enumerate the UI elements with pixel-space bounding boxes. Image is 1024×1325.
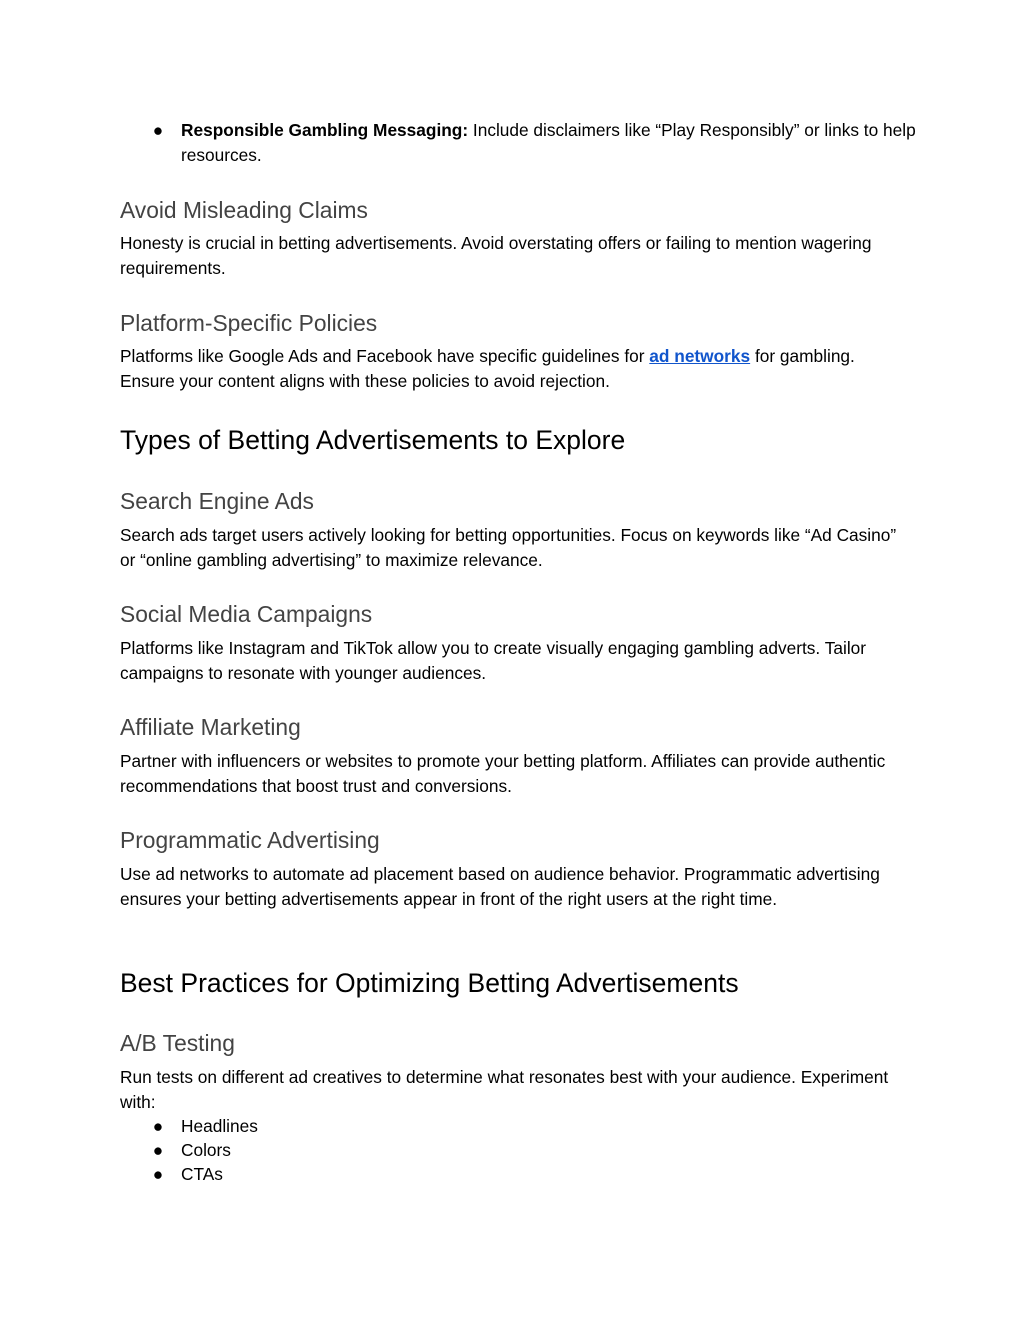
section-misleading-claims-body [120,231,910,280]
heading-misleading-claims: Avoid Misleading Claims [120,197,368,223]
section-platform-policies [120,309,910,337]
heading-social-media: Social Media Campaigns [120,601,373,627]
bullet-body: Include disclaimers like “Play Responsibly” or links to help resources. [181,120,916,165]
paragraph-platform-policies [120,344,910,393]
list-item-text: Headlines [181,1116,258,1136]
heading-types-of-betting-ads: Types of Betting Advertisements to Explore [120,425,626,455]
bullet-text [181,118,921,167]
section-search-engine-ads-body [120,523,910,572]
bullet-icon: ● [152,1140,164,1160]
bullet-label: Responsible Gambling Messaging: [181,120,469,140]
section-search-engine-ads [120,487,910,515]
section-social-media [120,600,910,628]
heading-best-practices: Best Practices for Optimizing Betting Advertisements [120,968,739,998]
bullet-icon: ● [152,1116,164,1136]
heading-search-engine-ads: Search Engine Ads [120,488,314,514]
section-social-media-body [120,636,910,685]
paragraph-social-media: Platforms like Instagram and TikTok allow you to create visually engaging gambling adverts. Tailor campaigns to resonate with younger audiences. [120,638,867,683]
bullet-icon: ● [152,1164,164,1184]
list-item-text: Colors [181,1140,231,1160]
heading-programmatic-advertising: Programmatic Advertising [120,827,380,853]
platform-text-before: Platforms like Google Ads and Facebook have specific guidelines for [120,346,650,366]
section-ab-testing-body [120,1065,910,1114]
section-misleading-claims [120,196,910,224]
heading-platform-policies: Platform-Specific Policies [120,310,378,336]
paragraph-search-engine-ads: Search ads target users actively looking for betting opportunities. Focus on keywords like “Ad Casino” or “online gambling advertising” to maximize relevance. [120,525,897,570]
ad-networks-link[interactable]: ad networks [649,346,751,366]
section-ab-testing [120,1029,910,1057]
paragraph-ab-testing: Run tests on different ad creatives to determine what resonates best with your audience. Experiment with: [120,1067,889,1112]
bullet-icon: ● [152,120,164,140]
paragraph-affiliate-marketing: Partner with influencers or websites to promote your betting platform. Affiliates can provide authentic recommendations that boost trust and conversions. [120,751,886,796]
section-types [120,424,910,456]
section-best-practices [120,967,910,999]
paragraph-misleading-claims: Honesty is crucial in betting advertisements. Avoid overstating offers or failing to mention wagering requirements. [120,233,872,278]
section-affiliate-body [120,749,910,798]
platform-text-after: for gambling. Ensure your content aligns with these policies to avoid rejection. [120,346,855,391]
heading-affiliate-marketing: Affiliate Marketing [120,714,301,740]
heading-ab-testing: A/B Testing [120,1030,235,1056]
section-programmatic-body [120,862,910,911]
section-programmatic [120,826,910,854]
section-affiliate [120,713,910,741]
list-item-text: CTAs [181,1164,223,1184]
paragraph-programmatic-advertising: Use ad networks to automate ad placement based on audience behavior. Programmatic advertising ensures your betting advertisements appear in front of the right users at the right time. [120,864,880,909]
section-platform-policies-body [120,344,910,393]
